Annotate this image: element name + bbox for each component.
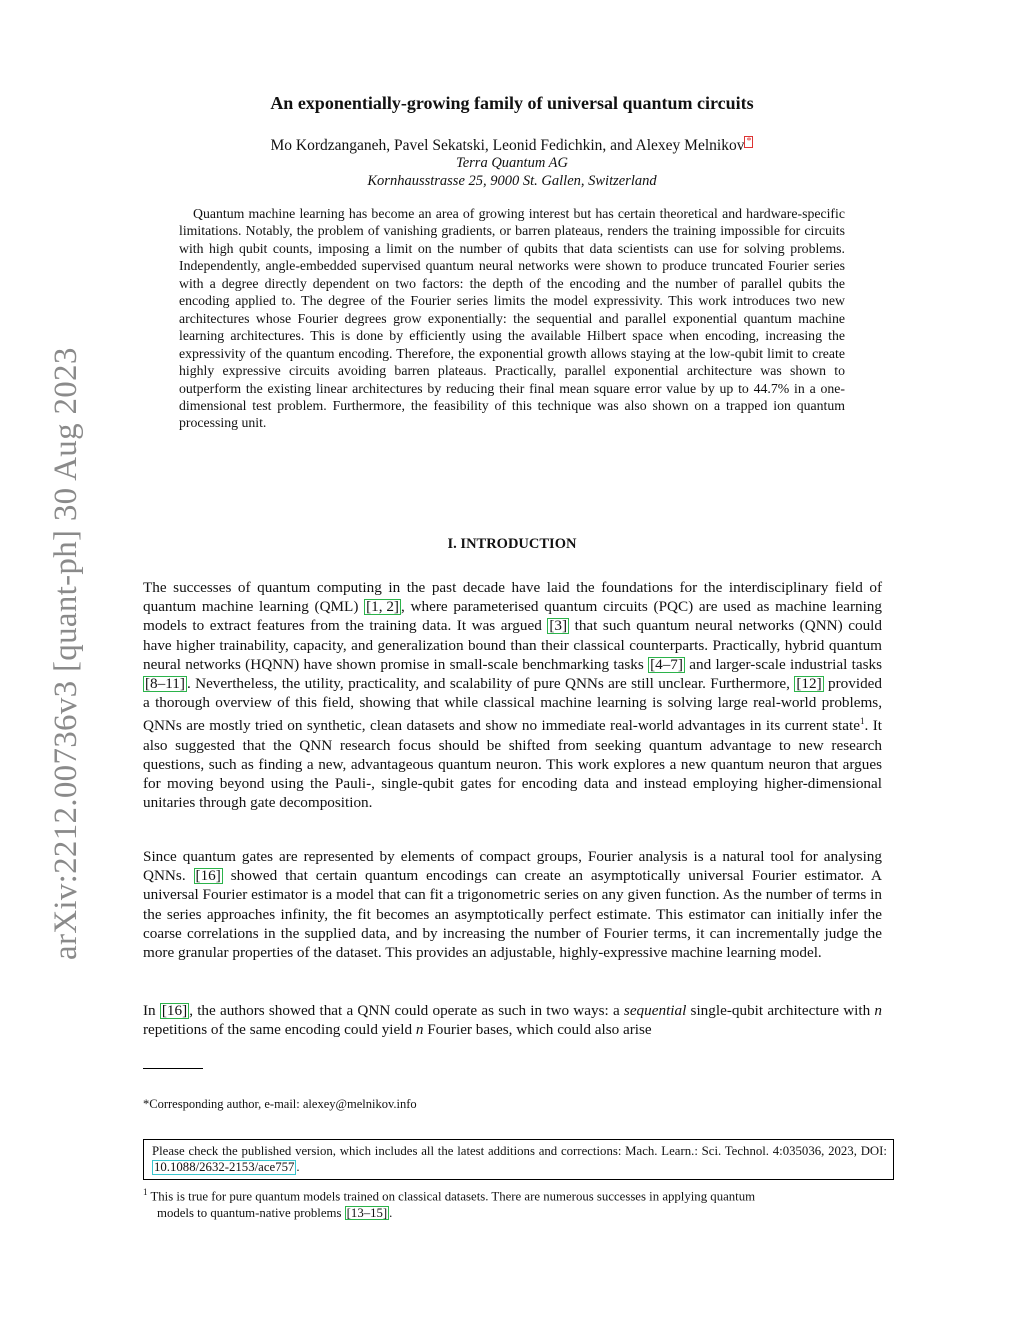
arxiv-stamp-text: arXiv:2212.00736v3 [quant-ph] 30 Aug 2023 xyxy=(48,347,84,960)
citation-link[interactable]: [13–15] xyxy=(346,1205,388,1220)
footnote-divider xyxy=(143,1068,203,1069)
paragraph-3: In [16] , the authors showed that a QNN could operate as such in two ways: a sequential single-qubit architecture with n repetitions of the same encoding could yield n Fourier bases, which could also arise xyxy=(143,1002,882,1039)
corresponding-author-note: *Corresponding author, e-mail: alexey@melnikov.info xyxy=(143,1097,417,1111)
author-names: Mo Kordzanganeh, Pavel Sekatski, Leonid Fedichkin, and Alexey Melnikov xyxy=(270,137,745,155)
published-version-notice: Please check the published version, which includes all the latest additions and corrections: Mach. Learn.: Sci. Technol. 4:035036, 2023, DOI: 10.1088/2632-2153/ace757 . xyxy=(143,1139,894,1180)
citation-link[interactable]: [4–7] xyxy=(650,655,683,673)
paragraph-1: The successes of quantum computing in the past decade have laid the foundations for the interdisciplinary field of quantum machine learning (QML) [1, 2] , where parameterised quantum circuits (PQC) are used as machine learning models to extract features from the training data. It was argued [3] that such quantum neural networks (QNN) could have higher trainability, capacity, and generalization bound than their classical counterparts. Practically, hybrid quantum neural networks (HQNN) have shown promise in small-scale benchmarking tasks [4–7] and larger-scale industrial tasks [8–11] . Nevertheless, the utility, practicality, and scalability of pure QNNs are still unclear. Furthermore, [12] provided a thorough overview of this field, showing that while classical machine learning is solving large real-world problems, QNNs are mostly tried on synthetic, clean datasets and show no immediate real-world advantages in its current state$^1$. It also suggested that the QNN research focus should be shifted from seeking quantum advantage to new research questions, such as finding a new, advantageous quantum neuron. This work explores a new quantum neuron that argues for moving beyond using the Pauli-, single-qubit gates for encoding data and instead employing higher-dimensional unitaries through gate decomposition. xyxy=(143,579,883,812)
section-heading-introduction: I. INTRODUCTION xyxy=(447,536,577,552)
footnote-1: $^1$ This is true for pure quantum models trained on classical datasets. There are numerous successes in applying quantum models to quantum-native problems [13–15] . xyxy=(143,1187,756,1220)
citation-link[interactable]: [12] xyxy=(796,675,822,693)
affiliation-org: Terra Quantum AG xyxy=(456,155,568,171)
author-list xyxy=(140,136,884,155)
footnote-number: 1 xyxy=(143,1187,148,1197)
paragraph-2: Since quantum gates are represented by elements of compact groups, Fourier analysis is a natural tool for analysing QNNs. [16] showed that certain quantum encodings can create an asymptotically universal Fourier estimator. A universal Fourier estimator is a model that can fit a trigonometric series on any given function. As the number of terms in the series approaches infinity, the fit becomes an asymptotically perfect estimate. This estimator can initially infer the coarse correlations in the supplied data, and by increasing the number of Fourier terms, it can incrementally judge the more granular properties of the dataset. This provides an adjustable, highly-expressive machine learning model. xyxy=(143,848,882,962)
citation-link[interactable]: [3] xyxy=(549,617,568,635)
citation-link[interactable]: [1, 2] xyxy=(366,598,399,616)
citation-link[interactable]: [16] xyxy=(161,1002,188,1019)
corresponding-author-link[interactable]: * xyxy=(746,136,752,147)
footnote-marker-link[interactable]: 1 xyxy=(859,716,865,727)
affiliation-address: Kornhausstrasse 25, 9000 St. Gallen, Switzerland xyxy=(367,173,657,189)
doi-link[interactable]: 10.1088/2632-2153/ace757 xyxy=(154,1160,295,1174)
citation-link[interactable]: [16] xyxy=(195,867,221,885)
paper-title: An exponentially-growing family of universal quantum circuits xyxy=(270,93,754,113)
citation-link[interactable]: [8–11] xyxy=(145,675,185,693)
abstract: Quantum machine learning has become an area of growing interest but has certain theoretical and hardware-specific limitations. Notably, the problem of vanishing gradients, or barren plateaus, renders the training impossible for circuits with high qubit counts, imposing a limit on the number of qubits that data scientists can use for solving problems. Independently, angle-embedded supervised quantum neural networks were shown to produce truncated Fourier series with a degree directly dependent on two factors: the depth of the encoding and the number of parallel qubits the encoding applied to. The degree of the Fourier series limits the model expressivity. This work introduces two new architectures whose Fourier degrees grow exponentially: the sequential and parallel exponential quantum machine learning architectures. This is done by efficiently using the available Hilbert space when encoding, increasing the expressivity of the quantum encoding. Therefore, the exponential growth allows staying at the low-qubit limit to create highly expressive circuits avoiding barren plateaus. Practically, parallel exponential architecture was shown to outperform the existing linear architectures by reducing their final mean square error value by up to 44.7% in a one-dimensional test problem. Furthermore, the feasibility of this technique was also shown on a trapped ion quantum processing unit. xyxy=(179,206,845,431)
